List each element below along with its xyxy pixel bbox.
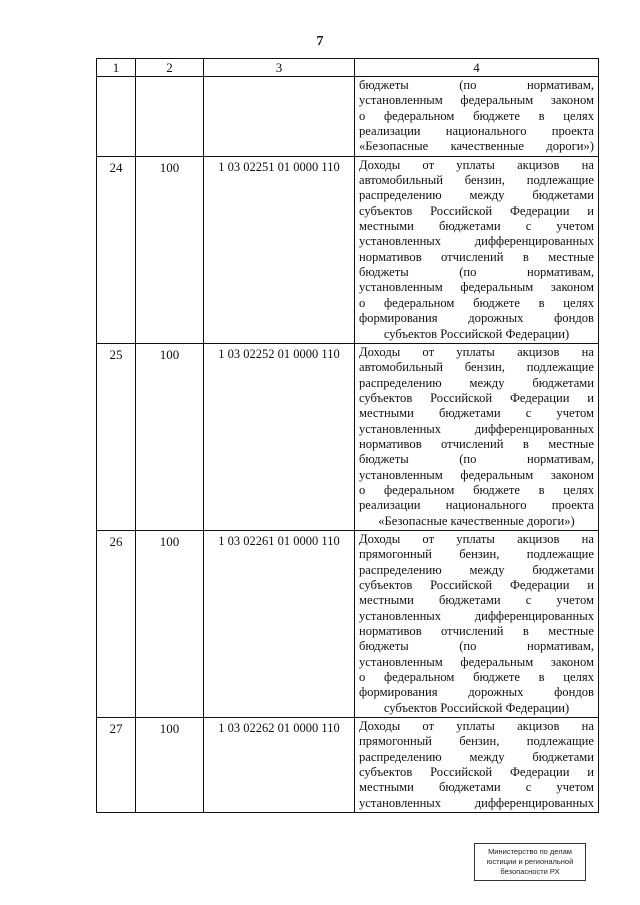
description-line: субъектов Российской Федерации) [383,326,570,341]
row-number-cell: 25 [97,343,136,530]
description-line: прямогонный бензин, подлежащие [359,734,594,749]
description-line: распределению между бюджетами [359,562,594,577]
description-cell [355,530,599,717]
code-cell [204,77,355,157]
revenue-table-body [97,59,599,813]
description-line: автомобильный бензин, подлежащие [359,173,594,188]
stamp-line: безопасности РХ [500,867,560,876]
description-line: установленным федеральным законом [359,654,594,669]
header-col-1: 1 [97,59,136,77]
table-row [97,156,599,343]
description-line: установленным федеральным законом [359,93,594,108]
revenue-table [96,58,599,813]
budget-code-cell: 1 03 02251 01 0000 110 [204,156,355,343]
description-line: местными бюджетами с учетом [359,780,594,795]
header-col-2: 2 [136,59,204,77]
col2-cell: 100 [136,343,204,530]
budget-code-cell: 1 03 02252 01 0000 110 [204,343,355,530]
stamp-line: юстиции и региональной [486,857,574,866]
budget-code-cell: 1 03 02262 01 0000 110 [204,718,355,813]
table-row [97,343,599,530]
description-line: о федеральном бюджете в целях [359,670,594,685]
description-cell [355,156,599,343]
description-cell [355,343,599,530]
description-line: Доходы от уплаты акцизов на [359,157,594,172]
description-line: нормативов отчислений в местные [359,624,594,639]
description-line: установленным федеральным законом [359,467,594,482]
description-line: субъектов Российской Федерации и [359,390,594,405]
description-line: бюджеты (по нормативам, [359,78,594,92]
description-line: нормативов отчислений в местные [359,249,594,264]
stamp-line: Министерство по делам [488,847,572,856]
description-line: о федеральном бюджете в целях [359,482,594,497]
description-line: реализации национального проекта [359,124,594,139]
col2-cell: 100 [136,156,204,343]
description-line: формирования дорожных фондов [359,311,594,326]
description-line: бюджеты (по нормативам, [359,265,594,280]
description-line: местными бюджетами с учетом [359,406,594,421]
col2-cell: 100 [136,718,204,813]
description-line: «Безопасные качественные дороги») [378,513,575,528]
description-line: субъектов Российской Федерации) [383,700,570,715]
description-line: местными бюджетами с учетом [359,219,594,234]
header-col-3: 3 [204,59,355,77]
ministry-stamp [474,843,586,881]
col2-cell [136,77,204,157]
description-line: субъектов Российской Федерации и [359,765,594,780]
description-line: Доходы от уплаты акцизов на [359,719,594,734]
table-row [97,530,599,717]
description-line: распределению между бюджетами [359,375,594,390]
description-line: прямогонный бензин, подлежащие [359,547,594,562]
description-cell [355,77,599,157]
description-line: субъектов Российской Федерации и [359,578,594,592]
description-line: бюджеты (по нормативам, [359,639,594,654]
row-number-cell: 27 [97,718,136,813]
description-cell [355,718,599,813]
continuation-row [97,77,599,157]
description-line: установленных дифференцированных [359,795,594,810]
header-col-4: 4 [355,59,599,77]
row-number-cell: 26 [97,530,136,717]
description-line: о федеральном бюджете в целях [359,108,594,123]
page-number: 7 [316,34,324,49]
description-line: распределению между бюджетами [359,188,594,203]
description-line: распределению между бюджетами [359,749,594,764]
table-row [97,718,599,813]
description-line: установленных дифференцированных [359,421,594,436]
description-line: бюджеты (по нормативам, [359,452,594,467]
row-number-cell: 24 [97,156,136,343]
budget-code-cell: 1 03 02261 01 0000 110 [204,530,355,717]
col2-cell: 100 [136,530,204,717]
description-line: местными бюджетами с учетом [359,593,594,608]
description-line: установленных дифференцированных [359,608,594,623]
description-line: нормативов отчислений в местные [359,436,594,451]
table-header-row [97,59,599,77]
description-line: Доходы от уплаты акцизов на [359,531,594,546]
description-line: о федеральном бюджете в целях [359,295,594,310]
description-line: «Безопасные качественные дороги») [359,139,594,154]
description-line: реализации национального проекта [359,498,594,513]
description-line: Доходы от уплаты акцизов на [359,344,594,359]
description-line: субъектов Российской Федерации и [359,203,594,218]
description-line: установленным федеральным законом [359,280,594,295]
description-line: автомобильный бензин, подлежащие [359,360,594,375]
row-number-cell [97,77,136,157]
description-line: установленных дифференцированных [359,234,594,249]
description-line: формирования дорожных фондов [359,685,594,700]
